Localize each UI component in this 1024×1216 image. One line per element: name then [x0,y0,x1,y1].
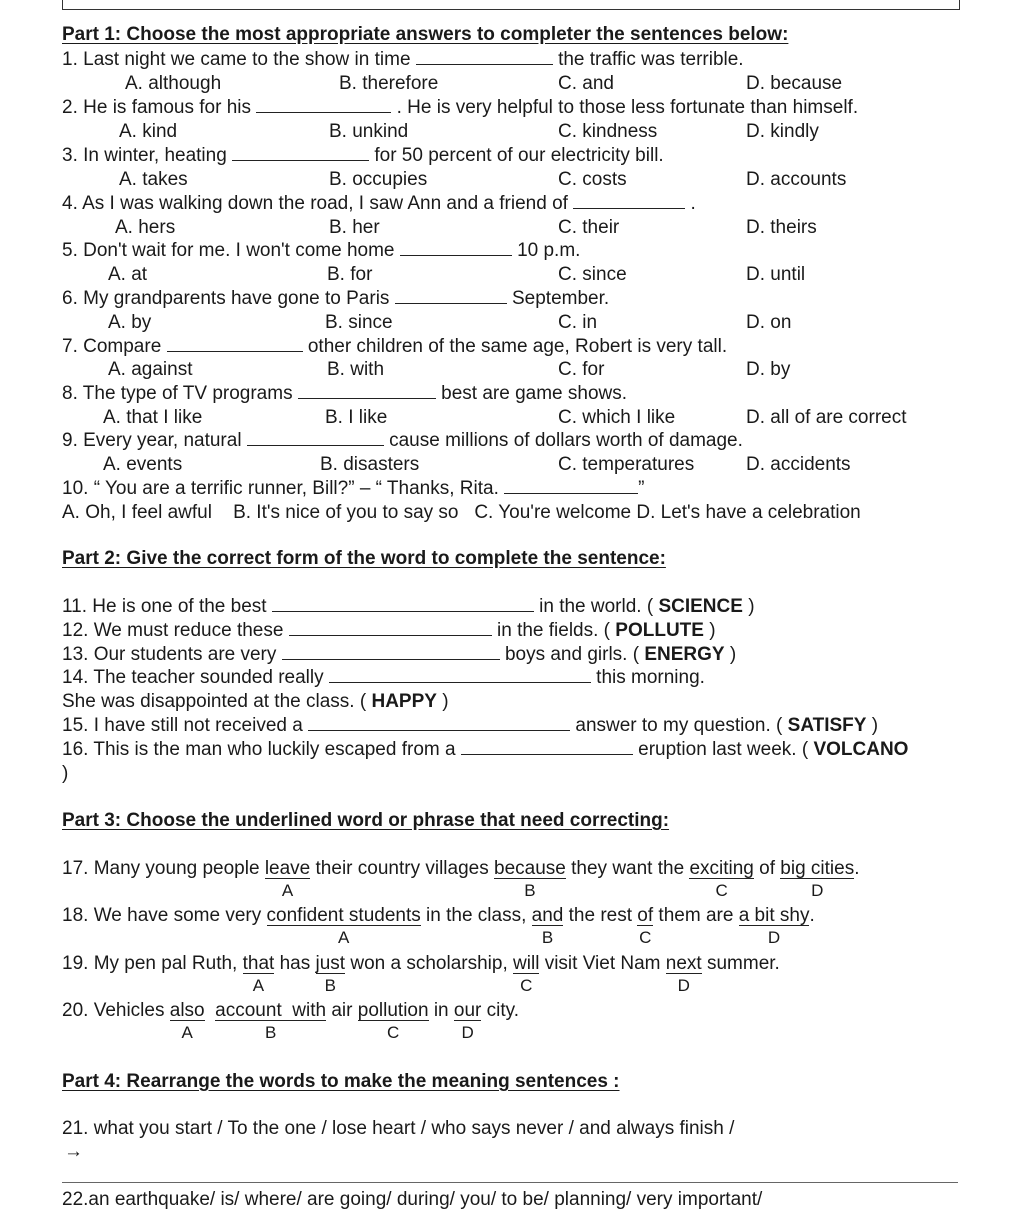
q9-option-a: A. events [103,454,183,475]
q2-option-c: C. kindness [558,121,658,142]
q17-choice-c: exciting C [689,858,754,900]
question-14: 14. The teacher sounded really this morning. [62,667,705,688]
q18-choice-a: confident students A [266,905,421,947]
part2-heading: Part 2: Give the correct form of the word to complete the sentence: [62,548,666,569]
question-16: 16. This is the man who luckily escaped from a eruption last week. ( VOLCANO [62,739,909,760]
q8-option-b: B. I like [325,407,388,428]
q8-option-d: D. all of are correct [746,407,907,428]
arrow-icon: → [64,1141,83,1162]
question-14-cont: She was disappointed at the class. ( HAPPY ) [62,691,449,712]
question-15: 15. I have still not received a answer to my question. ( SATISFY ) [62,715,879,736]
q1-option-a: A. although [125,73,222,94]
question-8: 8. The type of TV programs best are game shows. [62,383,628,404]
q5-option-c: C. since [558,264,627,285]
question-19: 19. My pen pal Ruth, that A has just B won a scholarship, will C visit Viet Nam next D summer. [62,953,780,995]
q19-choice-d: next D [665,953,702,995]
q19-choice-a: that A [242,953,275,995]
question-22: 22.an earthquake/ is/ where/ are going/ during/ you/ to be/ planning/ very important/ [62,1189,763,1210]
question-9: 9. Every year, natural cause millions of dollars worth of damage. [62,430,743,451]
question-16-close: ) [62,763,69,784]
q20-choice-b: account with B [215,1000,327,1042]
q9-option-b: B. disasters [320,454,420,475]
question-7: 7. Compare other children of the same age, Robert is very tall. [62,336,728,357]
question-20: 20. Vehicles also A account with B air pollution C in our D city. [62,1000,520,1042]
q5-option-d: D. until [746,264,806,285]
q17-choice-b: because B [494,858,566,900]
q8-option-c: C. which I like [558,407,676,428]
q4-option-d: D. theirs [746,217,817,238]
answer-line [62,1182,958,1183]
q3-option-c: C. costs [558,169,627,190]
q2-option-a: A. kind [119,121,178,142]
q6-option-c: C. in [558,312,598,333]
q18-choice-c: of C [637,905,654,947]
q19-choice-b: just B [315,953,346,995]
question-3: 3. In winter, heating for 50 percent of our electricity bill. [62,145,664,166]
question-21: 21. what you start / To the one / lose heart / who says never / and always finish / [62,1118,735,1139]
q7-option-a: A. against [108,359,193,380]
q1-option-b: B. therefore [339,73,439,94]
question-17: 17. Many young people leave A their country villages because B they want the exciting C of big cities D . [62,858,860,900]
q7-option-c: C. for [558,359,605,380]
q20-choice-a: also A [169,1000,205,1042]
q7-option-d: D. by [746,359,791,380]
q8-option-a: A. that I like [103,407,203,428]
q20-choice-d: our D [453,1000,482,1042]
q18-choice-d: a bit shy D [738,905,810,947]
question-6: 6. My grandparents have gone to Paris September. [62,288,610,309]
part1-heading: Part 1: Choose the most appropriate answers to completer the sentences below: [62,24,789,45]
q9-option-c: C. temperatures [558,454,695,475]
q20-choice-c: pollution C [357,1000,429,1042]
q7-option-b: B. with [327,359,385,380]
question-4: 4. As I was walking down the road, I saw Ann and a friend of . [62,193,696,214]
question-2: 2. He is famous for his . He is very helpful to those less fortunate than himself. [62,97,859,118]
q3-option-a: A. takes [119,169,188,190]
q17-choice-a: leave A [264,858,311,900]
q3-option-b: B. occupies [329,169,428,190]
q5-option-a: A. at [108,264,148,285]
question-10: 10. “ You are a terrific runner, Bill?” – “ Thanks, Rita. ” [62,478,645,499]
q2-option-b: B. unkind [329,121,409,142]
q4-option-c: C. their [558,217,620,238]
q2-option-d: D. kindly [746,121,819,142]
q9-option-d: D. accidents [746,454,851,475]
q3-option-d: D. accounts [746,169,847,190]
part3-heading: Part 3: Choose the underlined word or phrase that need correcting: [62,810,670,831]
q4-option-b: B. her [329,217,380,238]
q6-option-b: B. since [325,312,393,333]
question-5: 5. Don't wait for me. I won't come home 10 p.m. [62,240,581,261]
part4-heading: Part 4: Rearrange the words to make the meaning sentences : [62,1071,620,1092]
question-11: 11. He is one of the best in the world. ( SCIENCE ) [62,596,755,617]
question-18: 18. We have some very confident students A in the class, and B the rest of C them are a bit shy D . [62,905,815,947]
q18-choice-b: and B [531,905,564,947]
question-1: 1. Last night we came to the show in time the traffic was terrible. [62,49,744,70]
question-13: 13. Our students are very boys and girls. ( ENERGY ) [62,644,737,665]
page-top-border [62,0,960,10]
q6-option-a: A. by [108,312,152,333]
q1-option-c: C. and [558,73,614,94]
q10-options: A. Oh, I feel awful B. It's nice of you to say so C. You're welcome D. Let's have a celebration [62,502,861,523]
q5-option-b: B. for [327,264,373,285]
q1-option-d: D. because [746,73,843,94]
question-12: 12. We must reduce these in the fields. ( POLLUTE ) [62,620,716,641]
q4-option-a: A. hers [115,217,176,238]
q6-option-d: D. on [746,312,792,333]
q17-choice-d: big cities D [780,858,855,900]
q19-choice-c: will C [513,953,540,995]
